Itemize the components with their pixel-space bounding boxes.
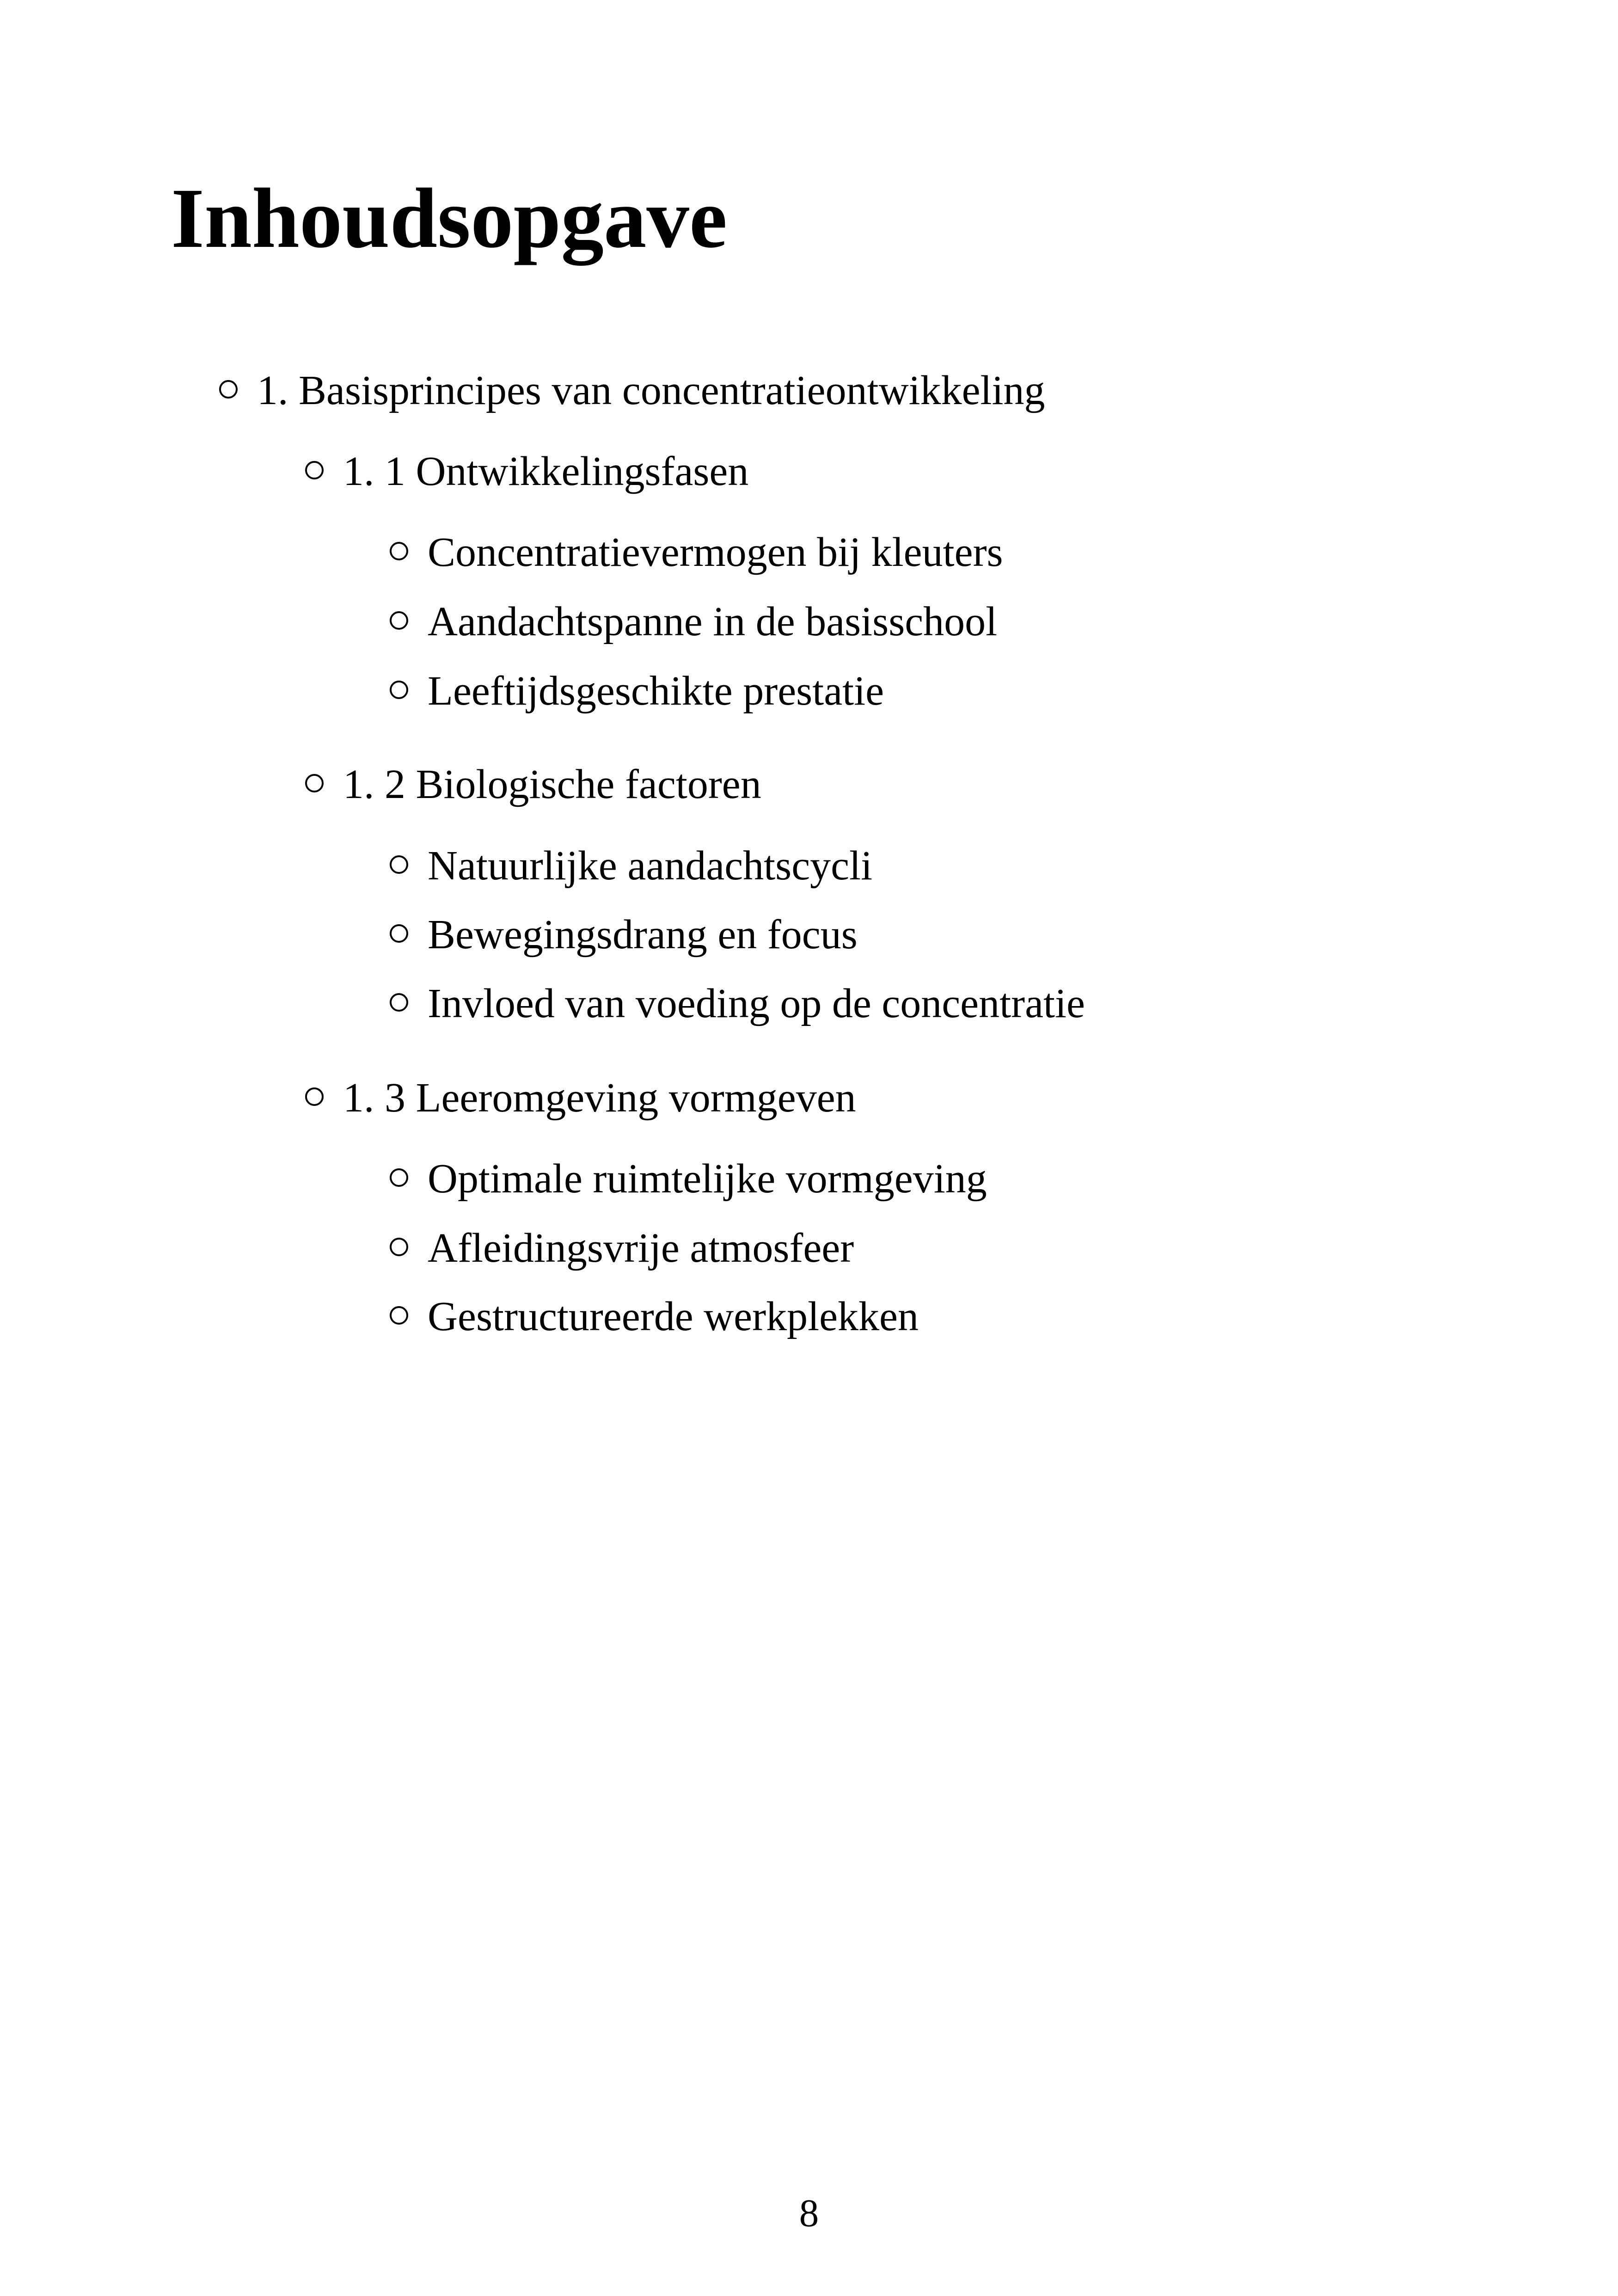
toc-item-label: Invloed van voeding op de concentratie [428, 981, 1085, 1026]
hollow-circle-bullet-icon [390, 855, 408, 874]
hollow-circle-bullet-icon [390, 611, 408, 630]
toc-section-1-3[interactable] [305, 1077, 856, 1119]
toc-item[interactable] [390, 670, 884, 712]
hollow-circle-bullet-icon [305, 461, 324, 479]
toc-item[interactable] [390, 983, 1085, 1025]
toc-section-1-1[interactable] [305, 448, 749, 494]
toc-item-label: Natuurlijke aandachtscycli [428, 843, 873, 889]
toc-item[interactable] [390, 1296, 919, 1338]
toc-item[interactable] [390, 1225, 854, 1271]
toc-item[interactable] [390, 1158, 987, 1200]
hollow-circle-bullet-icon [390, 1306, 408, 1325]
hollow-circle-bullet-icon [305, 774, 324, 792]
toc-item-label: Leeftijdsgeschikte prestatie [428, 668, 884, 714]
toc-section-1-2[interactable] [305, 761, 761, 807]
toc-section-label: 1. 2 Biologische factoren [343, 761, 761, 807]
hollow-circle-bullet-icon [219, 380, 238, 399]
toc-item[interactable] [390, 601, 997, 643]
toc-item-label: Aandachtspanne in de basisschool [428, 599, 998, 645]
toc-item[interactable] [390, 914, 858, 956]
toc-section-label: 1. 3 Leeromgeving vormgeven [343, 1075, 856, 1121]
hollow-circle-bullet-icon [390, 924, 408, 943]
toc-item-label: Concentratievermogen bij kleuters [428, 529, 1003, 575]
toc-chapter-label: 1. Basisprincipes van concentratieontwikkeling [257, 368, 1045, 413]
hollow-circle-bullet-icon [390, 1238, 408, 1256]
toc-item-label: Bewegingsdrang en focus [428, 912, 858, 958]
hollow-circle-bullet-icon [305, 1087, 324, 1106]
toc-item-label: Optimale ruimtelijke vormgeving [428, 1156, 987, 1202]
hollow-circle-bullet-icon [390, 1168, 408, 1187]
toc-item[interactable] [390, 529, 1003, 575]
toc-item-label: Afleidingsvrije atmosfeer [428, 1225, 854, 1271]
hollow-circle-bullet-icon [390, 542, 408, 560]
hollow-circle-bullet-icon [390, 993, 408, 1012]
page-number: 8 [799, 2192, 819, 2235]
toc-section-label: 1. 1 Ontwikkelingsfasen [343, 448, 749, 494]
page-title: Inhoudsopgave [171, 171, 728, 266]
toc-chapter-1[interactable] [219, 370, 1045, 411]
hollow-circle-bullet-icon [390, 681, 408, 699]
toc-item[interactable] [390, 845, 872, 887]
toc-item-label: Gestructureerde werkplekken [428, 1294, 919, 1339]
